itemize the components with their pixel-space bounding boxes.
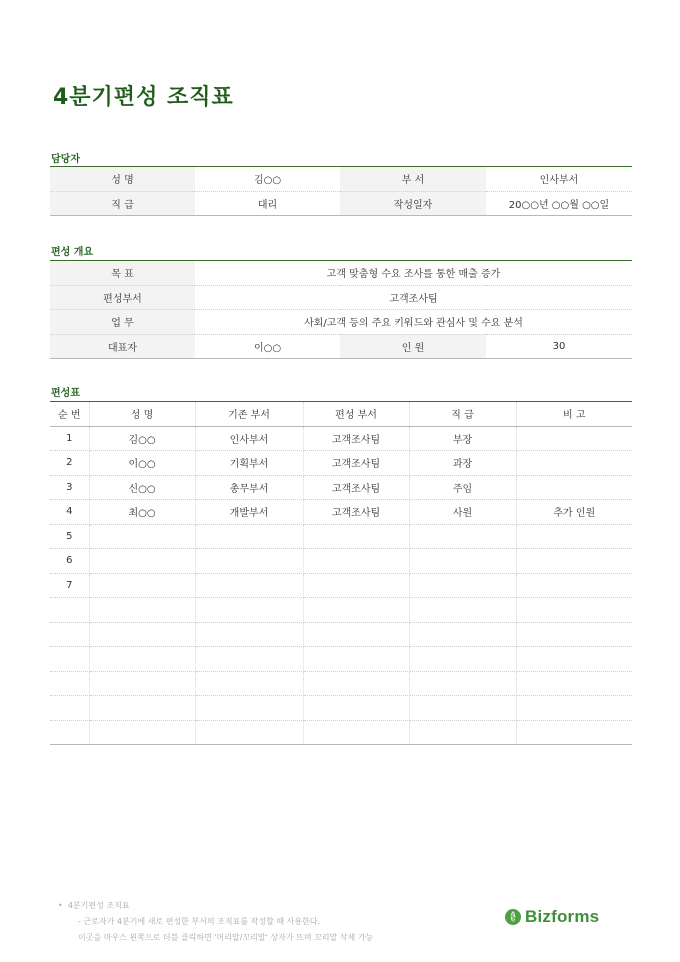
row-name: 최○○ — [89, 500, 195, 525]
table-row — [50, 647, 632, 672]
row-new-dept: 고객조사팀 — [303, 500, 409, 525]
bizforms-logo — [504, 907, 599, 927]
document-title: 4분기편성 조직표 — [53, 85, 234, 110]
goal-label: 목 표 — [50, 261, 195, 286]
row-note — [516, 720, 632, 745]
row-rank: 사원 — [409, 500, 516, 525]
row-rank — [409, 696, 516, 721]
overview-section-label: 편성 개요 — [51, 247, 94, 258]
table-header-row — [50, 402, 632, 427]
row-seq: 5 — [50, 524, 89, 549]
table-row — [50, 671, 632, 696]
row-note — [516, 647, 632, 672]
table-row — [50, 549, 632, 574]
table-row — [50, 500, 632, 525]
table-row — [50, 720, 632, 745]
department-label: 부 서 — [340, 167, 486, 192]
row-prev-dept — [195, 598, 303, 623]
row-new-dept: 고객조사팀 — [303, 475, 409, 500]
row-seq: 4 — [50, 500, 89, 525]
row-seq: 1 — [50, 426, 89, 451]
row-rank: 과장 — [409, 451, 516, 476]
row-note — [516, 426, 632, 451]
table-row — [50, 261, 632, 286]
row-name — [89, 549, 195, 574]
table-row — [50, 285, 632, 310]
table-row — [50, 334, 632, 359]
row-prev-dept — [195, 671, 303, 696]
row-prev-dept — [195, 524, 303, 549]
header-note: 비 고 — [516, 402, 632, 427]
row-seq: 3 — [50, 475, 89, 500]
row-name — [89, 647, 195, 672]
table-row — [50, 426, 632, 451]
row-rank — [409, 598, 516, 623]
row-seq: 6 — [50, 549, 89, 574]
row-name — [89, 573, 195, 598]
manager-section-label: 담당자 — [51, 154, 80, 165]
dept-label: 편성부서 — [50, 285, 195, 310]
header-seq: 순 번 — [50, 402, 89, 427]
row-rank — [409, 720, 516, 745]
row-note: 추가 인원 — [516, 500, 632, 525]
dept-value: 고객조사팀 — [195, 285, 632, 310]
row-new-dept — [303, 622, 409, 647]
name-label: 성 명 — [50, 167, 195, 192]
row-rank — [409, 549, 516, 574]
row-note — [516, 573, 632, 598]
header-rank: 직 급 — [409, 402, 516, 427]
logo-text: Bizforms — [525, 907, 600, 926]
row-prev-dept — [195, 647, 303, 672]
goal-value: 고객 맞춤형 수요 조사를 통한 매출 증가 — [195, 261, 632, 286]
row-new-dept — [303, 696, 409, 721]
count-label: 인 원 — [340, 334, 486, 359]
row-rank — [409, 622, 516, 647]
row-prev-dept — [195, 720, 303, 745]
table-row — [50, 696, 632, 721]
row-prev-dept: 개발부서 — [195, 500, 303, 525]
row-prev-dept: 총무부서 — [195, 475, 303, 500]
row-prev-dept — [195, 549, 303, 574]
task-value: 사회/고객 등의 주요 키워드와 관심사 및 수요 분석 — [195, 310, 632, 335]
row-name — [89, 598, 195, 623]
leaf-icon — [504, 908, 522, 926]
row-seq: 2 — [50, 451, 89, 476]
row-seq — [50, 696, 89, 721]
row-name — [89, 696, 195, 721]
row-seq — [50, 647, 89, 672]
date-value: 20○○년 ○○월 ○○일 — [508, 199, 610, 211]
bullet-icon: • — [58, 901, 63, 910]
row-rank — [409, 524, 516, 549]
row-name — [89, 720, 195, 745]
row-prev-dept — [195, 573, 303, 598]
row-prev-dept: 기획부서 — [195, 451, 303, 476]
row-name: 김○○ — [89, 426, 195, 451]
row-name — [89, 524, 195, 549]
roster-section-label: 편성표 — [51, 388, 80, 399]
row-note — [516, 696, 632, 721]
row-new-dept — [303, 573, 409, 598]
row-new-dept — [303, 524, 409, 549]
row-seq — [50, 622, 89, 647]
row-seq — [50, 671, 89, 696]
date-label: 작성일자 — [340, 191, 486, 216]
overview-table — [50, 260, 632, 359]
table-row — [50, 598, 632, 623]
row-new-dept — [303, 720, 409, 745]
row-note — [516, 524, 632, 549]
header-new-dept: 편성 부서 — [303, 402, 409, 427]
row-new-dept — [303, 549, 409, 574]
roster-table — [50, 401, 632, 745]
footer-line2: 이곳을 마우스 왼쪽으로 더블 클릭하면 '머리말/꼬리말' 상자가 뜨며 꼬리말 삭제 가능 — [78, 933, 374, 942]
row-name: 이○○ — [89, 451, 195, 476]
row-rank: 부장 — [409, 426, 516, 451]
table-row — [50, 451, 632, 476]
table-row — [50, 167, 632, 192]
manager-table — [50, 166, 632, 216]
row-prev-dept — [195, 696, 303, 721]
table-row — [50, 524, 632, 549]
row-name — [89, 671, 195, 696]
department-value: 인사부서 — [486, 167, 632, 192]
footer-line1: - 근로자가 4분기에 새로 편성한 부서의 조직표를 작성할 때 사용한다. — [78, 917, 321, 926]
table-row — [50, 191, 632, 216]
footer-note — [58, 898, 373, 946]
row-new-dept — [303, 647, 409, 672]
count-value: 30 — [552, 340, 566, 352]
row-prev-dept: 인사부서 — [195, 426, 303, 451]
footer-bullet: 4분기편성 조직표 — [67, 901, 130, 910]
table-row — [50, 573, 632, 598]
row-note — [516, 622, 632, 647]
row-name — [89, 622, 195, 647]
rank-label: 직 급 — [50, 191, 195, 216]
row-rank — [409, 573, 516, 598]
row-new-dept — [303, 671, 409, 696]
row-note — [516, 451, 632, 476]
header-name: 성 명 — [89, 402, 195, 427]
header-prev-dept: 기존 부서 — [195, 402, 303, 427]
row-note — [516, 475, 632, 500]
row-seq — [50, 598, 89, 623]
table-row — [50, 475, 632, 500]
table-row — [50, 310, 632, 335]
row-note — [516, 671, 632, 696]
row-seq: 7 — [50, 573, 89, 598]
row-new-dept — [303, 598, 409, 623]
row-note — [516, 549, 632, 574]
name-value: 김○○ — [195, 167, 340, 192]
row-seq — [50, 720, 89, 745]
rep-label: 대표자 — [50, 334, 195, 359]
row-prev-dept — [195, 622, 303, 647]
rep-value: 이○○ — [253, 342, 282, 354]
table-row — [50, 622, 632, 647]
row-rank — [409, 647, 516, 672]
row-rank: 주임 — [409, 475, 516, 500]
rank-value: 대리 — [257, 199, 278, 211]
row-name: 신○○ — [89, 475, 195, 500]
row-new-dept: 고객조사팀 — [303, 451, 409, 476]
row-note — [516, 598, 632, 623]
row-new-dept: 고객조사팀 — [303, 426, 409, 451]
row-rank — [409, 671, 516, 696]
task-label: 업 무 — [50, 310, 195, 335]
